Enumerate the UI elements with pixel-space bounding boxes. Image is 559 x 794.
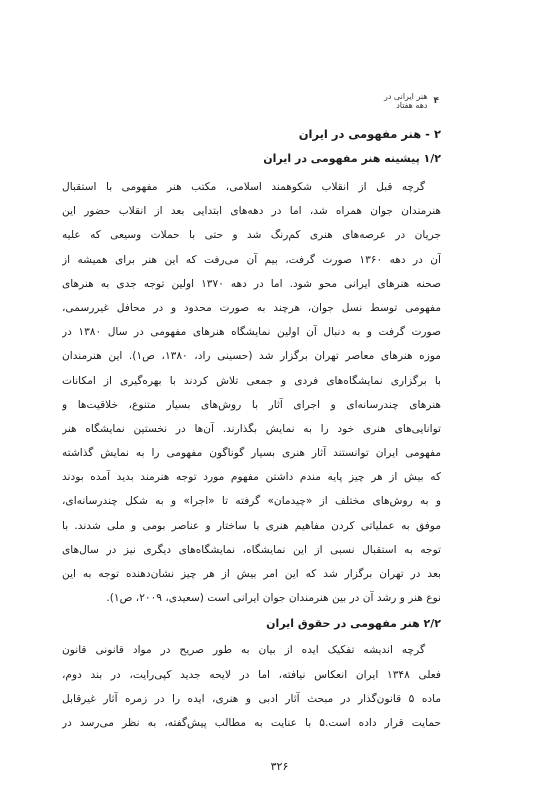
header-page-marker: ۴ [433,96,439,106]
page-number: ۳۲۶ [270,760,289,773]
text-line: با برگزاری نمایشگاه‌های فردی و جمعی تلاش کردند با بهره‌گیری از امکانات [62,374,441,387]
running-header [380,92,439,110]
subsection-heading-1: ۱/۲ پیشینه هنر مفهومی در ایران [263,152,441,165]
text-line: هنرهای چندرسانه‌ای و اجرای آثار با روش‌های بسیار متنوع، خلاقیت‌ها و [62,398,441,411]
paragraph-2 [62,638,441,735]
text-line: گرچه اندیشه تفکیک ایده از بیان به طور صریح در مواد قانونی قانون [62,644,425,657]
text-line: جریان در عرصه‌های هنری کم‌رنگ شد و حتی با حملات وسیعی که علیه [62,229,441,242]
text-line: فعلی ۱۳۴۸ ایران انعکاس نیافته، اما در لایحه جدید کپی‌رایت، در بند دوم، [62,668,441,681]
text-line: حمایت قرار داده است.۵ با عنایت به مطالب پیش‌گفته، به نظر می‌رسد در [62,716,441,729]
text-line: نوع هنر و رشد آن در بین هنرمندان جوان ایرانی است (سعیدی، ۲۰۰۹، ص۱). [106,592,441,605]
running-title: هنر ایرانی در دهه هفتاد [383,92,428,110]
subsection-heading-2: ۲/۲ هنر مفهومی در حقوق ایران [266,617,441,631]
text-line: گرچه قبل از انقلاب شکوهمند اسلامی، مکتب هنر مفهومی با استقبال [62,181,425,193]
text-line: بعد در تهران برگزار شد که این امر بیش از هر چیز نشان‌دهنده توجه به این [62,568,441,580]
text-line: هنرمندان جوان همراه شد، اما در دهه‌های ابتدایی بعد از انقلاب حضور این [62,205,441,218]
text-line: توانایی‌های هنری خود را به نمایش بگذارند. آن‌ها در نخستین نمایشگاه هنر [62,422,441,435]
text-line: ماده ۵ قانون‌گذار در مبحث آثار ادبی و هنری، ایده را در زمره آثار غیرقابل [62,692,441,705]
text-line: موفق به عملیاتی کردن مفاهیم هنری با ساختار و عناصر بومی و ملی شدند. با [62,519,441,532]
text-line: مفهومی توسط نسل جوان، هرچند به صورت محدود و در محافل غیررسمی، [62,301,441,314]
body-text [62,126,441,735]
text-line: و به روش‌های مختلف از «چیدمان» گرفته تا «اجرا» و به شکل چندرسانه‌ای، [62,495,441,508]
text-line: توجه به استقبال نسبی از این نمایشگاه، نمایشگاه‌های دیگری نیز در سال‌های [62,543,441,556]
paragraph-1 [62,175,441,610]
text-line: که بیش از هر چیز پایه مندم داشتن مفهوم مورد توجه هنرمند بدید آمده بودند [62,471,441,484]
text-line: صحنه هنرهای ایرانی محو شود. اما در دهه ۱۳۷۰ اولین توجه جدی به هنرهای [62,277,441,290]
text-line: آن در دهه ۱۳۶۰ صورت گرفت، بیم آن می‌رفت که این هنر برای همیشه از [62,253,441,266]
text-line: موزه هنرهای معاصر تهران برگزار شد (حسینی راد، ۱۳۸۰، ص۱). این هنرمندان [62,350,441,363]
section-heading: ۲ - هنر مفهومی در ایران [298,127,441,141]
text-line: مفهومی ایران توانستند آثار هنری بسیار گوناگون مفهومی را به نمایش گذاشته [62,447,441,460]
text-line: صورت گرفت و به دنبال آن اولین نمایشگاه هنرهای مفهومی در سال ۱۳۸۰ در [62,326,441,339]
